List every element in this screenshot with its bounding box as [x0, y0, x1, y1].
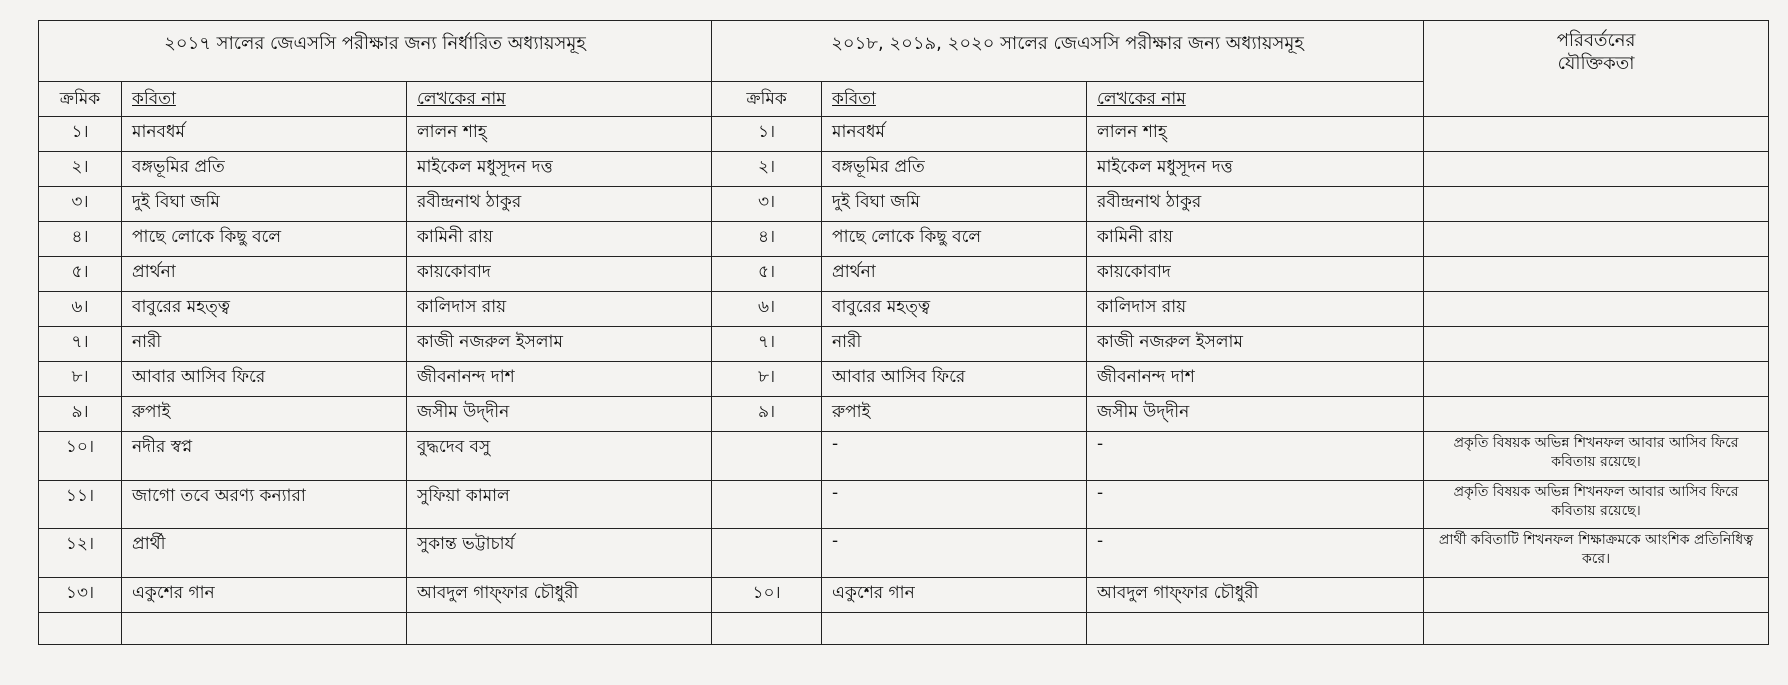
poem-2018: বঙ্গভূমির প্রতি: [822, 151, 1087, 186]
author-2017: জীবনানন্দ দাশ: [407, 361, 712, 396]
author-2017: কাজী নজরুল ইসলাম: [407, 326, 712, 361]
serial-2018: [712, 529, 822, 578]
rationale-cell: [1424, 396, 1769, 431]
poem-2018: রুপাই: [822, 396, 1087, 431]
syllabus-comparison-table: [38, 20, 1769, 645]
rationale-cell: [1424, 117, 1769, 152]
header-row-groups: [39, 21, 1769, 82]
poem-2017: বঙ্গভূমির প্রতি: [122, 151, 407, 186]
poem-2017: রুপাই: [122, 396, 407, 431]
serial-2017: ৯।: [39, 396, 122, 431]
author-2017: লালন শাহ্: [407, 117, 712, 152]
header-rationale-line1: পরিবর্তনের: [1556, 30, 1636, 51]
serial-2018: ৫।: [712, 256, 822, 291]
author-2018: রবীন্দ্রনাথ ঠাকুর: [1087, 186, 1424, 221]
poem-2018: একুশের গান: [822, 578, 1087, 613]
author-2018: কাজী নজরুল ইসলাম: [1087, 326, 1424, 361]
author-2018: -: [1087, 431, 1424, 480]
table-row: [39, 186, 1769, 221]
serial-2018: ৯।: [712, 396, 822, 431]
header-2018-2020-chapters: ২০১৮, ২০১৯, ২০২০ সালের জেএসসি পরীক্ষার জন্য অধ্যায়সমূহ: [712, 21, 1424, 82]
author-2017: জসীম উদ্‌দীন: [407, 396, 712, 431]
serial-2017: ১০।: [39, 431, 122, 480]
poem-2017: পাছে লোকে কিছু বলে: [122, 221, 407, 256]
rationale-cell: [1424, 151, 1769, 186]
table-row: [39, 221, 1769, 256]
serial-2017: ৭।: [39, 326, 122, 361]
poem-2017: মানবধর্ম: [122, 117, 407, 152]
rationale-cell: প্রকৃতি বিষয়ক অভিন্ন শিখনফল আবার আসিব ফিরে কবিতায় রয়েছে।: [1424, 431, 1769, 480]
table-row: [39, 578, 1769, 613]
table-row: [39, 256, 1769, 291]
poem-2018: আবার আসিব ফিরে: [822, 361, 1087, 396]
poem-2017: একুশের গান: [122, 578, 407, 613]
author-2018: কালিদাস রায়: [1087, 291, 1424, 326]
serial-2017: ১।: [39, 117, 122, 152]
poem-2018: -: [822, 529, 1087, 578]
serial-2017: [39, 613, 122, 645]
poem-2018: মানবধর্ম: [822, 117, 1087, 152]
poem-2017: নদীর স্বপ্ন: [122, 431, 407, 480]
rationale-cell: [1424, 221, 1769, 256]
table-row: [39, 291, 1769, 326]
header-rationale-line2: যৌক্তিকতা: [1557, 53, 1635, 75]
serial-2017: ১২।: [39, 529, 122, 578]
serial-2017: ৪।: [39, 221, 122, 256]
serial-2018: [712, 480, 822, 529]
author-2018: জীবনানন্দ দাশ: [1087, 361, 1424, 396]
table-row: [39, 326, 1769, 361]
poem-2018: বাবুরের মহত্ত্ব: [822, 291, 1087, 326]
serial-2017: ১৩।: [39, 578, 122, 613]
poem-2017: দুই বিঘা জমি: [122, 186, 407, 221]
rationale-cell: [1424, 578, 1769, 613]
poem-2018: [822, 613, 1087, 645]
poem-2018: -: [822, 480, 1087, 529]
header-2017-chapters: ২০১৭ সালের জেএসসি পরীক্ষার জন্য নির্ধারিত অধ্যায়সমূহ: [39, 21, 712, 82]
rationale-cell: [1424, 186, 1769, 221]
author-2018: মাইকেল মধুসূদন দত্ত: [1087, 151, 1424, 186]
table-body: [39, 117, 1769, 645]
rationale-cell: [1424, 361, 1769, 396]
rationale-cell: [1424, 291, 1769, 326]
serial-2018: ১।: [712, 117, 822, 152]
table-row: [39, 151, 1769, 186]
table-row: [39, 613, 1769, 645]
author-2018: কামিনী রায়: [1087, 221, 1424, 256]
poem-2017: আবার আসিব ফিরে: [122, 361, 407, 396]
author-2018: আবদুল গাফ্‌ফার চৌধুরী: [1087, 578, 1424, 613]
serial-2017: ৫।: [39, 256, 122, 291]
serial-2018: ৮।: [712, 361, 822, 396]
table-row: [39, 396, 1769, 431]
table-row: [39, 431, 1769, 480]
author-2017: কালিদাস রায়: [407, 291, 712, 326]
poem-2017: প্রার্থনা: [122, 256, 407, 291]
table-row: [39, 529, 1769, 578]
serial-2018: ৭।: [712, 326, 822, 361]
serial-2018: ৪।: [712, 221, 822, 256]
serial-2017: ৮।: [39, 361, 122, 396]
serial-2017: ৩।: [39, 186, 122, 221]
rationale-cell: প্রকৃতি বিষয়ক অভিন্ন শিখনফল আবার আসিব ফিরে কবিতায় রয়েছে।: [1424, 480, 1769, 529]
poem-2017: জাগো তবে অরণ্য কন্যারা: [122, 480, 407, 529]
author-2017: মাইকেল মধুসূদন দত্ত: [407, 151, 712, 186]
serial-2017: ২।: [39, 151, 122, 186]
rationale-cell: প্রার্থী কবিতাটি শিখনফল শিক্ষাক্রমকে আংশিক প্রতিনিধিত্ব করে।: [1424, 529, 1769, 578]
table-row: [39, 117, 1769, 152]
serial-2018: [712, 613, 822, 645]
author-2017: সুফিয়া কামাল: [407, 480, 712, 529]
poem-2018: দুই বিঘা জমি: [822, 186, 1087, 221]
table-row: [39, 480, 1769, 529]
poem-2018: প্রার্থনা: [822, 256, 1087, 291]
poem-2018: নারী: [822, 326, 1087, 361]
author-2018: জসীম উদ্‌দীন: [1087, 396, 1424, 431]
col-poem-2017: কবিতা: [122, 82, 407, 117]
rationale-cell: [1424, 326, 1769, 361]
author-2018: [1087, 613, 1424, 645]
author-2017: বুদ্ধদেব বসু: [407, 431, 712, 480]
col-author-2017: লেখকের নাম: [407, 82, 712, 117]
author-2017: আবদুল গাফ্‌ফার চৌধুরী: [407, 578, 712, 613]
col-serial-2017: ক্রমিক: [39, 82, 122, 117]
serial-2018: ১০।: [712, 578, 822, 613]
author-2018: -: [1087, 480, 1424, 529]
col-serial-2018: ক্রমিক: [712, 82, 822, 117]
serial-2018: ৬।: [712, 291, 822, 326]
poem-2017: বাবুরের মহত্ত্ব: [122, 291, 407, 326]
col-poem-2018: কবিতা: [822, 82, 1087, 117]
author-2018: কায়কোবাদ: [1087, 256, 1424, 291]
poem-2017: [122, 613, 407, 645]
rationale-cell: [1424, 613, 1769, 645]
poem-2018: -: [822, 431, 1087, 480]
serial-2017: ১১।: [39, 480, 122, 529]
serial-2017: ৬।: [39, 291, 122, 326]
author-2017: কায়কোবাদ: [407, 256, 712, 291]
author-2018: -: [1087, 529, 1424, 578]
header-rationale: [1424, 21, 1769, 117]
col-author-2018: লেখকের নাম: [1087, 82, 1424, 117]
author-2018: লালন শাহ্: [1087, 117, 1424, 152]
rationale-cell: [1424, 256, 1769, 291]
author-2017: কামিনী রায়: [407, 221, 712, 256]
author-2017: রবীন্দ্রনাথ ঠাকুর: [407, 186, 712, 221]
poem-2017: প্রার্থী: [122, 529, 407, 578]
serial-2018: [712, 431, 822, 480]
poem-2017: নারী: [122, 326, 407, 361]
table-row: [39, 361, 1769, 396]
author-2017: সুকান্ত ভট্টাচার্য: [407, 529, 712, 578]
serial-2018: ৩।: [712, 186, 822, 221]
poem-2018: পাছে লোকে কিছু বলে: [822, 221, 1087, 256]
author-2017: [407, 613, 712, 645]
serial-2018: ২।: [712, 151, 822, 186]
